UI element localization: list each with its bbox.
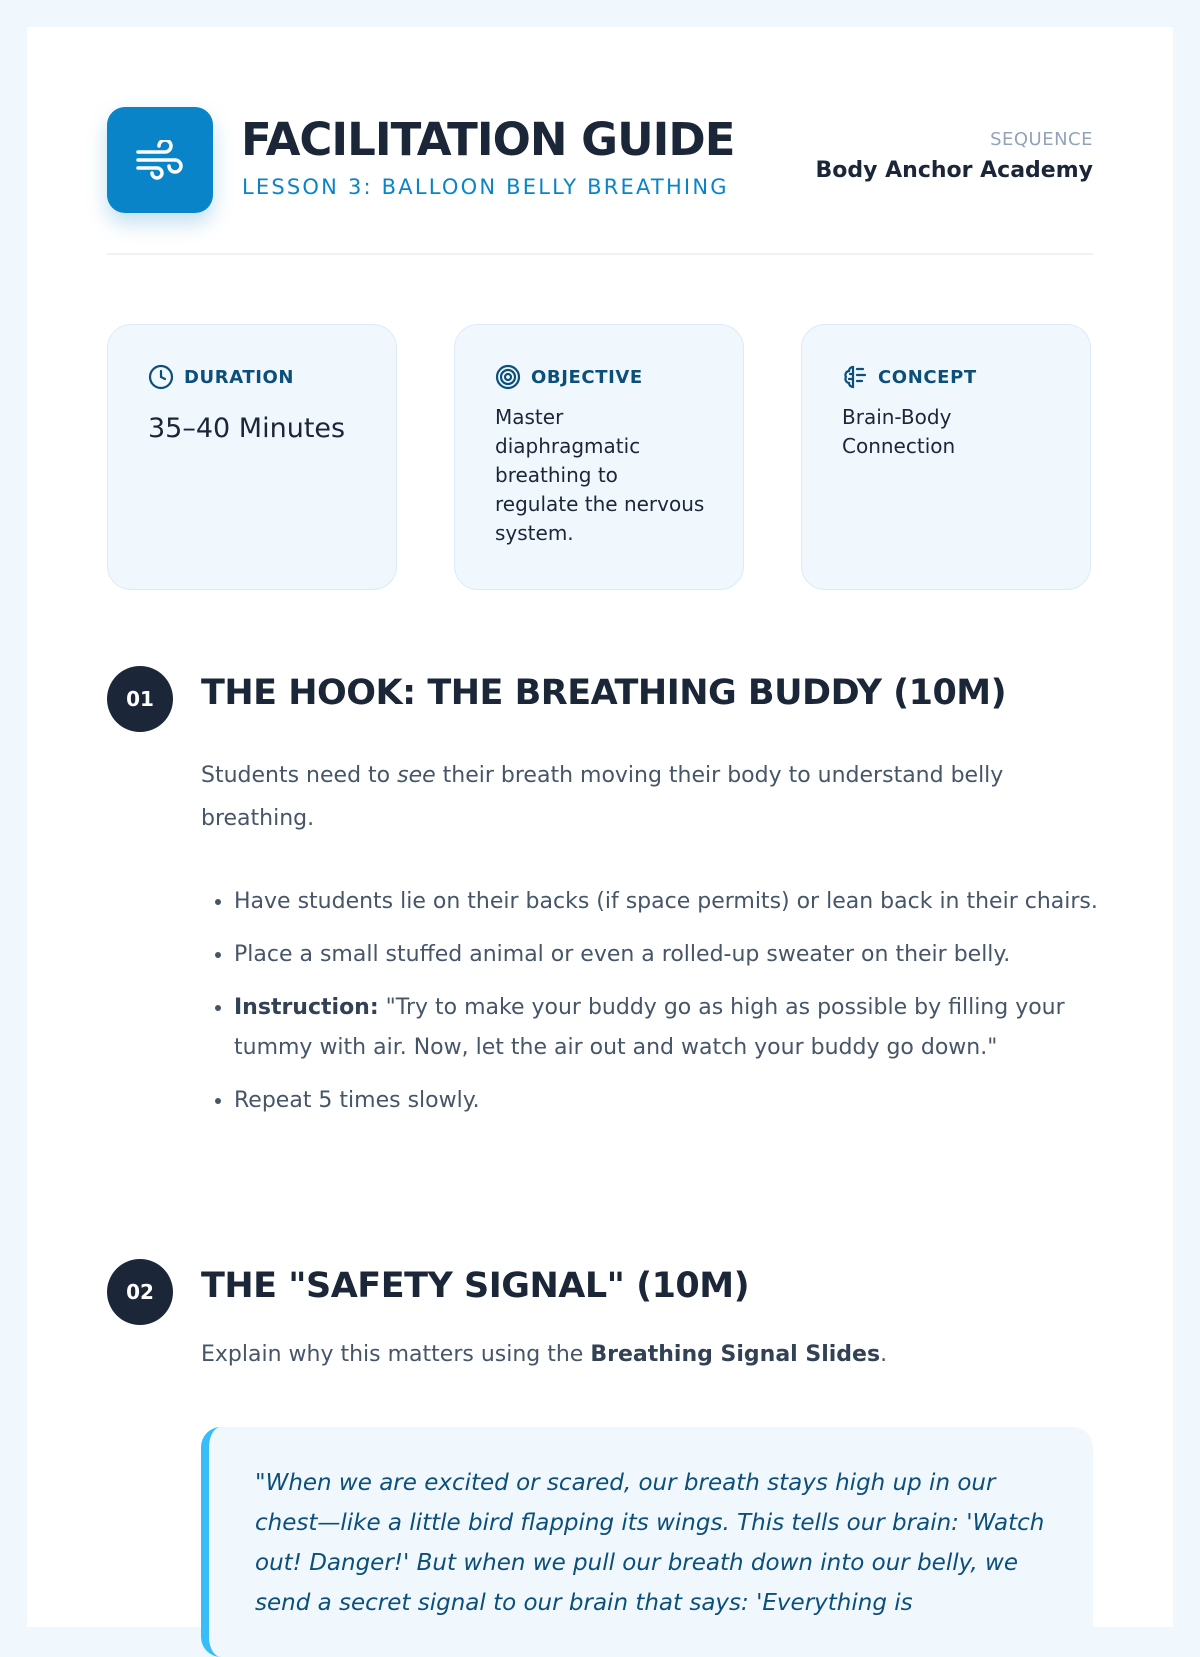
list-item-text: Repeat 5 times slowly. [234, 1088, 480, 1113]
lead-text: their breath moving their body to understand belly breathing. [201, 763, 1004, 831]
section-lead [201, 1333, 1081, 1376]
header-divider [107, 253, 1093, 255]
list-item [234, 1081, 1134, 1121]
lesson-subtitle: LESSON 3: BALLOON BELLY BREATHING [242, 175, 729, 199]
objective-value: Master diaphragmatic breathing to regulate the nervous system. [495, 405, 705, 545]
list-item-strong: Instruction: [234, 995, 379, 1020]
logo-badge [107, 107, 213, 213]
objective-label: OBJECTIVE [531, 366, 643, 388]
lead-text: Students need to [201, 763, 398, 788]
concept-card [801, 324, 1091, 590]
lead-emphasis: see [397, 763, 436, 788]
lead-text: Explain why this matters using the [201, 1342, 591, 1367]
list-item [234, 935, 1134, 975]
section-lead [201, 754, 1081, 840]
section-number-badge: 01 [107, 666, 173, 732]
list-item-text: Have students lie on their backs (if space permits) or lean back in their chairs. [234, 889, 1098, 914]
section-title: THE "SAFETY SIGNAL" (10M) [201, 1266, 750, 1306]
wind-icon [135, 140, 185, 180]
page-title: FACILITATION GUIDE [241, 113, 735, 166]
lead-strong: Breathing Signal Slides [590, 1342, 881, 1367]
section-title: THE HOOK: THE BREATHING BUDDY (10M) [201, 673, 1007, 713]
target-icon [495, 364, 521, 390]
script-quote: "When we are excited or scared, our breath stays high up in our chest—like a little bird flapping its wings. This tells our brain: 'Watch out! Danger!' But when we pull our breath down into our belly, we send a secret signal to our brain that says: 'Everything is [201, 1427, 1093, 1657]
duration-value: 35–40 Minutes [148, 413, 346, 444]
list-item [234, 882, 1134, 922]
sequence-name: Body Anchor Academy [815, 158, 1093, 183]
sequence-label: SEQUENCE [990, 129, 1093, 150]
instruction-list [201, 882, 1134, 1134]
list-item-text: "Try to make your buddy go as high as possible by filling your tummy with air. Now, let the air out and watch your buddy go down." [234, 995, 1065, 1060]
duration-card [107, 324, 397, 590]
guide-page [27, 27, 1173, 1627]
clock-icon [148, 364, 174, 390]
list-item-text: Place a small stuffed animal or even a rolled-up sweater on their belly. [234, 942, 1011, 967]
section-number-badge: 02 [107, 1259, 173, 1325]
brain-icon [842, 364, 868, 390]
concept-label: CONCEPT [878, 366, 977, 388]
duration-label: DURATION [184, 366, 295, 388]
list-item [234, 988, 1134, 1068]
lead-text: . [880, 1342, 888, 1367]
objective-card [454, 324, 744, 590]
concept-value: Brain-Body Connection [842, 405, 956, 458]
